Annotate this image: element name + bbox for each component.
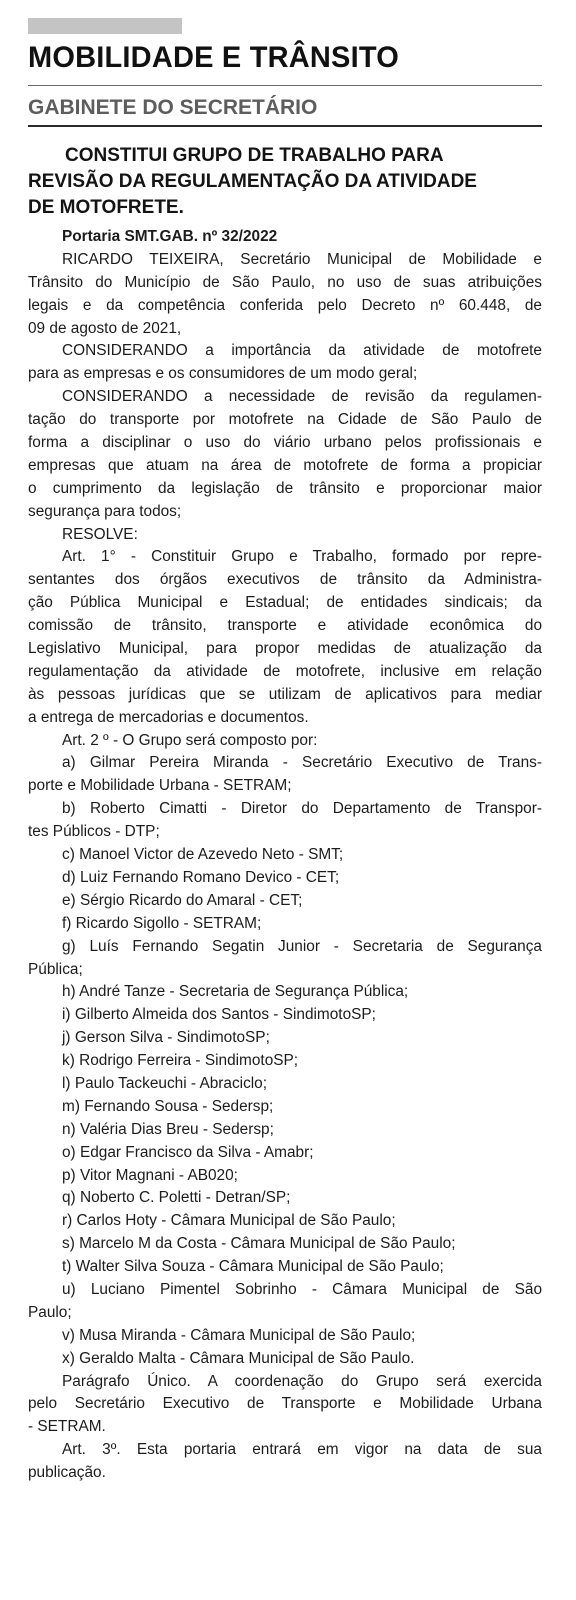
body-line: Legislativo Municipal, para propor medidas de atualização da: [28, 640, 542, 658]
body-line: segurança para todos;: [28, 502, 182, 520]
body-line: h) André Tanze - Secretaria de Segurança Pública;: [62, 983, 409, 1001]
subsection-divider: [28, 125, 542, 127]
body-line: RESOLVE:: [62, 525, 138, 543]
body-line: Art. 2 º - O Grupo será composto por:: [62, 731, 318, 749]
body-line: r) Carlos Hoty - Câmara Municipal de São Paulo;: [62, 1212, 396, 1230]
body-line: comissão de trânsito, transporte e atividade econômica do: [28, 617, 542, 635]
body-line: m) Fernando Sousa - Sedersp;: [62, 1097, 274, 1115]
body-line: para as empresas e os consumidores de um modo geral;: [28, 365, 418, 383]
body-line: tação do transporte por motofrete na Cidade de São Paulo de: [28, 411, 542, 429]
body-line: forma a disciplinar o uso do viário urbano pelos profissionais e: [28, 434, 542, 452]
body-line: CONSIDERANDO a necessidade de revisão da regulamen-: [62, 388, 542, 406]
body-line: d) Luiz Fernando Romano Devico - CET;: [62, 868, 340, 886]
body-line: l) Paulo Tackeuchi - Abraciclo;: [62, 1074, 268, 1092]
body-line: a entrega de mercadorias e documentos.: [28, 708, 309, 726]
body-line: t) Walter Silva Souza - Câmara Municipal de São Paulo;: [62, 1258, 444, 1276]
body-line: o cumprimento da legislação de trânsito e proporcionar maior: [28, 479, 542, 497]
body-line: às pessoas jurídicas que se utilizam de aplicativos para mediar: [28, 685, 542, 703]
section-divider: [28, 85, 542, 86]
body-line: 09 de agosto de 2021,: [28, 319, 182, 337]
body-line: e) Sérgio Ricardo do Amaral - CET;: [62, 891, 303, 909]
section-title: MOBILIDADE E TRÂNSITO: [28, 41, 400, 75]
body-line: p) Vitor Magnani - AB020;: [62, 1166, 238, 1184]
body-line: legais e da competência conferida pelo Decreto nº 60.448, de: [28, 296, 542, 314]
body-line: regulamentação da atividade de motofrete, inclusive em relação: [28, 662, 542, 680]
body-line: Trânsito do Município de São Paulo, no uso de suas atribuições: [28, 273, 542, 291]
body-line: q) Noberto C. Poletti - Detran/SP;: [62, 1189, 291, 1207]
body-line: c) Manoel Victor de Azevedo Neto - SMT;: [62, 846, 344, 864]
ordinance-number: Portaria SMT.GAB. nº 32/2022: [62, 228, 278, 245]
body-line: Art. 1° - Constituir Grupo e Trabalho, formado por repre-: [62, 548, 542, 566]
body-line: pelo Secretário Executivo de Transporte e Mobilidade Urbana: [28, 1395, 542, 1413]
body-line: Pública;: [28, 960, 83, 978]
body-line: v) Musa Miranda - Câmara Municipal de São Paulo;: [62, 1326, 416, 1344]
body-line: b) Roberto Cimatti - Diretor do Departamento de Transpor-: [62, 800, 542, 818]
body-line: k) Rodrigo Ferreira - SindimotoSP;: [62, 1052, 299, 1070]
body-line: sentantes dos órgãos executivos de trânsito da Administra-: [28, 571, 542, 589]
body-line: RICARDO TEIXEIRA, Secretário Municipal de Mobilidade e: [62, 250, 542, 268]
body-line: Paulo;: [28, 1303, 72, 1321]
body-line: publicação.: [28, 1464, 106, 1482]
body-line: Art. 3º. Esta portaria entrará em vigor na data de sua: [62, 1441, 542, 1459]
body-line: CONSIDERANDO a importância da atividade de motofrete: [62, 342, 542, 360]
subsection-title: GABINETE DO SECRETÁRIO: [28, 96, 318, 119]
body-line: empresas que atuam na área de motofrete de forma a propiciar: [28, 456, 542, 474]
body-line: porte e Mobilidade Urbana - SETRAM;: [28, 777, 292, 795]
body-line: tes Públicos - DTP;: [28, 823, 160, 841]
body-line: a) Gilmar Pereira Miranda - Secretário Executivo de Trans-: [62, 754, 542, 772]
headline-line: DE MOTOFRETE.: [28, 197, 184, 218]
body-line: u) Luciano Pimentel Sobrinho - Câmara Municipal de São: [62, 1280, 542, 1298]
body-line: - SETRAM.: [28, 1418, 106, 1436]
ordinance-headline: [28, 143, 542, 221]
body-line: i) Gilberto Almeida dos Santos - SindimotoSP;: [62, 1006, 376, 1024]
body-line: o) Edgar Francisco da Silva - Amabr;: [62, 1143, 314, 1161]
header-gray-bar: [28, 18, 182, 34]
body-line: j) Gerson Silva - SindimotoSP;: [62, 1029, 270, 1047]
body-line: g) Luís Fernando Segatin Junior - Secretaria de Segurança: [62, 937, 542, 955]
headline-line: REVISÃO DA REGULAMENTAÇÃO DA ATIVIDADE: [28, 171, 477, 192]
body-line: ção Pública Municipal e Estadual; de entidades sindicais; da: [28, 594, 542, 612]
body-line: Parágrafo Único. A coordenação do Grupo será exercida: [62, 1372, 542, 1390]
body-line: n) Valéria Dias Breu - Sedersp;: [62, 1120, 274, 1138]
body-line: x) Geraldo Malta - Câmara Municipal de São Paulo.: [62, 1349, 415, 1367]
ordinance-body: [28, 226, 542, 1485]
body-line: s) Marcelo M da Costa - Câmara Municipal de São Paulo;: [62, 1235, 456, 1253]
headline-line: CONSTITUI GRUPO DE TRABALHO PARA: [65, 145, 444, 166]
body-line: f) Ricardo Sigollo - SETRAM;: [62, 914, 262, 932]
